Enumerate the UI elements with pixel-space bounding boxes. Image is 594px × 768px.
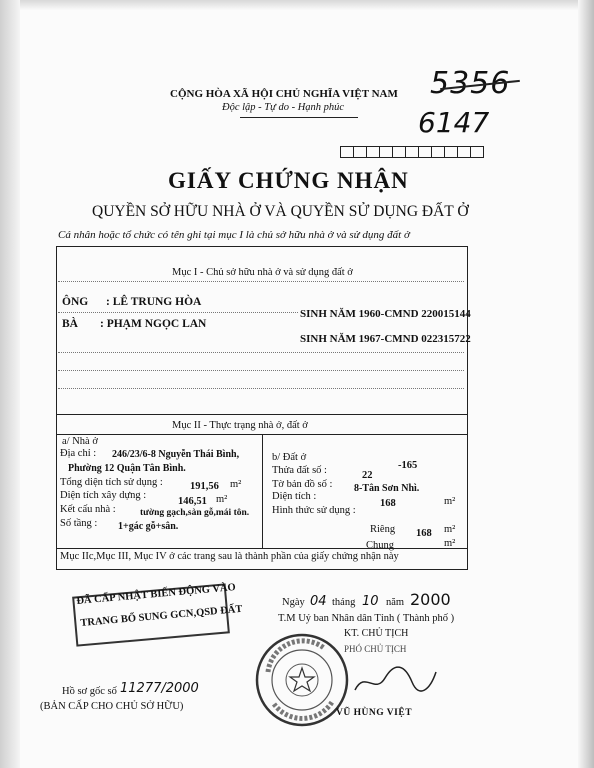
common-unit: m² bbox=[444, 538, 456, 549]
serial-boxes bbox=[340, 146, 484, 158]
date-day: 04 bbox=[310, 594, 327, 609]
signer-name: VŨ HÙNG VIỆT bbox=[336, 708, 413, 718]
owner1-info: SINH NĂM 1960-CMND 220015144 bbox=[300, 308, 471, 320]
signer-role: KT. CHỦ TỊCH bbox=[344, 628, 409, 639]
dotted-rule bbox=[58, 312, 298, 313]
update-stamp-line2: TRANG BỔ SUNG GCN,QSD ĐẤT bbox=[80, 603, 243, 629]
date-month: 10 bbox=[362, 594, 379, 609]
parcel-label: Thửa đất số : bbox=[272, 465, 327, 476]
record-label: Hồ sơ gốc số bbox=[62, 686, 117, 697]
dotted-rule bbox=[58, 281, 464, 282]
year-label: năm bbox=[386, 597, 405, 608]
column-divider bbox=[262, 434, 263, 548]
dotted-rule bbox=[58, 352, 464, 353]
stamped-role: PHÓ CHỦ TỊCH bbox=[344, 644, 407, 654]
document-title: GIẤY CHỨNG NHẬN bbox=[168, 168, 409, 193]
build-area-label: Diện tích xây dựng : bbox=[60, 490, 147, 501]
motto-underline bbox=[240, 117, 358, 118]
land-area-unit: m² bbox=[444, 496, 456, 507]
floors-value: 1+gác gỗ+sân. bbox=[118, 521, 179, 532]
land-label: b/ Đất ở bbox=[272, 452, 307, 463]
land-area-label: Diện tích : bbox=[272, 491, 317, 502]
address-label: Địa chỉ : bbox=[60, 448, 97, 459]
scan-edge-right bbox=[578, 0, 594, 768]
section-divider bbox=[57, 414, 467, 415]
owner2-name: : PHẠM NGỌC LAN bbox=[100, 318, 207, 330]
update-stamp-line1: ĐÃ CẤP NHẬT BIẾN ĐỘNG VÀO bbox=[76, 582, 237, 607]
private-label: Riêng bbox=[370, 524, 396, 535]
total-area-value: 191,56 bbox=[190, 481, 219, 492]
build-area-value: 146,51 bbox=[178, 496, 207, 507]
private-value: 168 bbox=[416, 528, 432, 539]
section1-heading: Mục I - Chủ sở hữu nhà ở và sử dụng đất ở bbox=[172, 267, 353, 278]
address-line2: Phường 12 Quận Tân Bình. bbox=[68, 463, 186, 474]
footer-note: Mục IIc,Mục III, Mục IV ở các trang sau là thành phần của giấy chứng nhận này bbox=[60, 551, 399, 562]
structure-value: tường gạch,sàn gỗ,mái tôn. bbox=[140, 508, 250, 518]
republic-heading: CỘNG HÒA XÃ HỘI CHỦ NGHĨA VIỆT NAM bbox=[170, 88, 398, 100]
record-number: 11277/2000 bbox=[120, 681, 199, 696]
date-prefix: Ngày bbox=[282, 597, 305, 608]
address-line1: 246/23/6-8 Nguyễn Thái Bình, bbox=[112, 449, 240, 460]
parcel-sub-value: 22 bbox=[362, 470, 373, 481]
map-label: Tờ bản đồ số : bbox=[272, 479, 333, 490]
owner2-title: BÀ bbox=[62, 318, 78, 330]
map-value: 8-Tân Sơn Nhì. bbox=[354, 483, 420, 494]
section-divider bbox=[57, 548, 467, 549]
scan-edge-top bbox=[20, 0, 578, 10]
land-area-value: 168 bbox=[380, 498, 396, 509]
intro-line: Cá nhân hoặc tổ chức có tên ghi tại mục I là chủ sở hữu nhà ở và sử dụng đất ở bbox=[58, 229, 410, 241]
motto: Độc lập - Tự do - Hạnh phúc bbox=[222, 102, 345, 113]
handwritten-number-top: 5356 bbox=[430, 66, 511, 101]
section2-heading: Mục II - Thực trạng nhà ở, đất ở bbox=[172, 420, 308, 431]
document-subtitle: QUYỀN SỞ HỮU NHÀ Ở VÀ QUYỀN SỬ DỤNG ĐẤT Ở bbox=[92, 203, 469, 220]
floors-label: Số tầng : bbox=[60, 518, 98, 529]
handwritten-signature bbox=[350, 660, 440, 700]
total-area-label: Tổng diện tích sử dụng : bbox=[60, 477, 163, 488]
usage-label: Hình thức sử dụng : bbox=[272, 505, 356, 516]
total-area-unit: m² bbox=[230, 479, 242, 490]
common-label: Chung bbox=[366, 540, 395, 551]
scan-edge-left bbox=[0, 0, 20, 768]
copy-note: (BẢN CẤP CHO CHỦ SỞ HỮU) bbox=[40, 701, 184, 712]
handwritten-number-bottom: 6147 bbox=[418, 106, 490, 139]
owner1-name: : LÊ TRUNG HÒA bbox=[106, 296, 202, 308]
authority: T.M Uỷ ban Nhân dân Tỉnh ( Thành phố ) bbox=[278, 613, 455, 624]
owner2-info: SINH NĂM 1967-CMND 022315722 bbox=[300, 333, 471, 345]
private-unit: m² bbox=[444, 524, 456, 535]
build-area-unit: m² bbox=[216, 494, 228, 505]
dotted-rule bbox=[58, 370, 464, 371]
date-year: 2000 bbox=[410, 590, 451, 609]
structure-label: Kết cấu nhà : bbox=[60, 504, 116, 515]
parcel-value: -165 bbox=[398, 460, 418, 471]
month-label: tháng bbox=[332, 597, 356, 608]
owner1-title: ÔNG bbox=[62, 296, 89, 308]
house-label: a/ Nhà ở bbox=[62, 436, 98, 447]
dotted-rule bbox=[58, 388, 464, 389]
